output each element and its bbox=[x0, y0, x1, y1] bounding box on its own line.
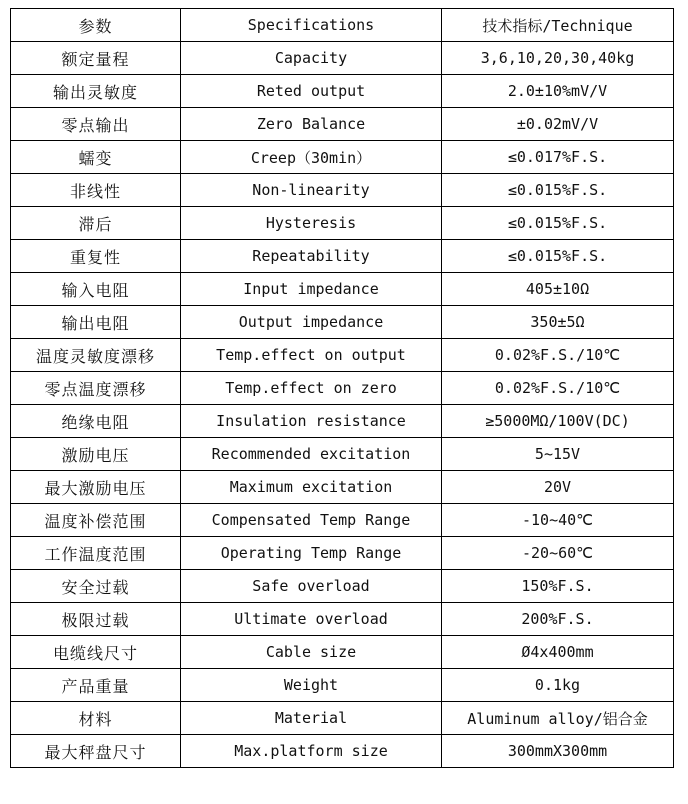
param-name-cn: 温度灵敏度漂移 bbox=[11, 339, 181, 372]
param-name-en: Non-linearity bbox=[181, 174, 442, 207]
table-row bbox=[11, 405, 674, 438]
param-name-en: Safe overload bbox=[181, 570, 442, 603]
param-name-en: Weight bbox=[181, 669, 442, 702]
param-name-en: Material bbox=[181, 702, 442, 735]
table-row bbox=[11, 735, 674, 768]
table-row bbox=[11, 570, 674, 603]
param-name-cn: 输出灵敏度 bbox=[11, 75, 181, 108]
param-value: -20~60℃ bbox=[442, 537, 674, 570]
param-name-cn: 零点输出 bbox=[11, 108, 181, 141]
param-value: ≥5000MΩ/100V(DC) bbox=[442, 405, 674, 438]
param-name-en: Temp.effect on zero bbox=[181, 372, 442, 405]
param-name-cn: 激励电压 bbox=[11, 438, 181, 471]
param-value: ≤0.017%F.S. bbox=[442, 141, 674, 174]
spec-table bbox=[10, 8, 674, 768]
header-value: 技术指标/Technique bbox=[442, 9, 674, 42]
table-row bbox=[11, 537, 674, 570]
param-value: 0.02%F.S./10℃ bbox=[442, 372, 674, 405]
param-value: 20V bbox=[442, 471, 674, 504]
table-row bbox=[11, 207, 674, 240]
param-name-cn: 最大秤盘尺寸 bbox=[11, 735, 181, 768]
param-name-en: Input impedance bbox=[181, 273, 442, 306]
param-name-en: Zero Balance bbox=[181, 108, 442, 141]
param-name-en: Compensated Temp Range bbox=[181, 504, 442, 537]
param-value: 350±5Ω bbox=[442, 306, 674, 339]
param-name-cn: 电缆线尺寸 bbox=[11, 636, 181, 669]
table-row bbox=[11, 273, 674, 306]
param-name-cn: 安全过载 bbox=[11, 570, 181, 603]
param-value: 0.1kg bbox=[442, 669, 674, 702]
param-name-en: Temp.effect on output bbox=[181, 339, 442, 372]
param-name-en: Recommended excitation bbox=[181, 438, 442, 471]
param-name-cn: 产品重量 bbox=[11, 669, 181, 702]
table-row bbox=[11, 603, 674, 636]
param-name-cn: 滞后 bbox=[11, 207, 181, 240]
param-name-en: Creep（30min） bbox=[181, 141, 442, 174]
param-value: ≤0.015%F.S. bbox=[442, 174, 674, 207]
param-value: -10~40℃ bbox=[442, 504, 674, 537]
param-name-cn: 输出电阻 bbox=[11, 306, 181, 339]
table-row bbox=[11, 339, 674, 372]
param-value: ≤0.015%F.S. bbox=[442, 207, 674, 240]
param-name-en: Cable size bbox=[181, 636, 442, 669]
header-en: Specifications bbox=[181, 9, 442, 42]
header-cn: 参数 bbox=[11, 9, 181, 42]
param-name-cn: 重复性 bbox=[11, 240, 181, 273]
table-row bbox=[11, 702, 674, 735]
param-name-cn: 蠕变 bbox=[11, 141, 181, 174]
table-row bbox=[11, 240, 674, 273]
param-name-en: Insulation resistance bbox=[181, 405, 442, 438]
table-row bbox=[11, 504, 674, 537]
param-value: 200%F.S. bbox=[442, 603, 674, 636]
table-row bbox=[11, 669, 674, 702]
param-name-en: Reted output bbox=[181, 75, 442, 108]
param-name-en: Output impedance bbox=[181, 306, 442, 339]
param-name-en: Ultimate overload bbox=[181, 603, 442, 636]
table-row bbox=[11, 306, 674, 339]
table-row bbox=[11, 636, 674, 669]
param-name-en: Hysteresis bbox=[181, 207, 442, 240]
param-name-cn: 零点温度漂移 bbox=[11, 372, 181, 405]
table-row bbox=[11, 108, 674, 141]
param-name-cn: 工作温度范围 bbox=[11, 537, 181, 570]
param-value: 2.0±10%mV/V bbox=[442, 75, 674, 108]
param-name-cn: 非线性 bbox=[11, 174, 181, 207]
param-value: 0.02%F.S./10℃ bbox=[442, 339, 674, 372]
param-value: Ø4x400mm bbox=[442, 636, 674, 669]
param-name-cn: 绝缘电阻 bbox=[11, 405, 181, 438]
param-name-en: Operating Temp Range bbox=[181, 537, 442, 570]
param-name-cn: 材料 bbox=[11, 702, 181, 735]
param-value: 3,6,10,20,30,40kg bbox=[442, 42, 674, 75]
table-row bbox=[11, 141, 674, 174]
table-row bbox=[11, 174, 674, 207]
param-name-en: Max.platform size bbox=[181, 735, 442, 768]
param-value: Aluminum alloy/铝合金 bbox=[442, 702, 674, 735]
param-name-cn: 最大激励电压 bbox=[11, 471, 181, 504]
param-name-cn: 额定量程 bbox=[11, 42, 181, 75]
header-row bbox=[11, 9, 674, 42]
param-value: 5~15V bbox=[442, 438, 674, 471]
param-name-en: Capacity bbox=[181, 42, 442, 75]
param-value: 150%F.S. bbox=[442, 570, 674, 603]
param-name-cn: 输入电阻 bbox=[11, 273, 181, 306]
param-name-en: Repeatability bbox=[181, 240, 442, 273]
table-row bbox=[11, 471, 674, 504]
table-row bbox=[11, 438, 674, 471]
table-row bbox=[11, 372, 674, 405]
param-name-cn: 温度补偿范围 bbox=[11, 504, 181, 537]
spec-table-body bbox=[11, 9, 674, 768]
table-row bbox=[11, 42, 674, 75]
param-name-cn: 极限过载 bbox=[11, 603, 181, 636]
param-value: 300mmX300mm bbox=[442, 735, 674, 768]
param-value: ≤0.015%F.S. bbox=[442, 240, 674, 273]
table-row bbox=[11, 75, 674, 108]
param-name-en: Maximum excitation bbox=[181, 471, 442, 504]
param-value: 405±10Ω bbox=[442, 273, 674, 306]
param-value: ±0.02mV/V bbox=[442, 108, 674, 141]
